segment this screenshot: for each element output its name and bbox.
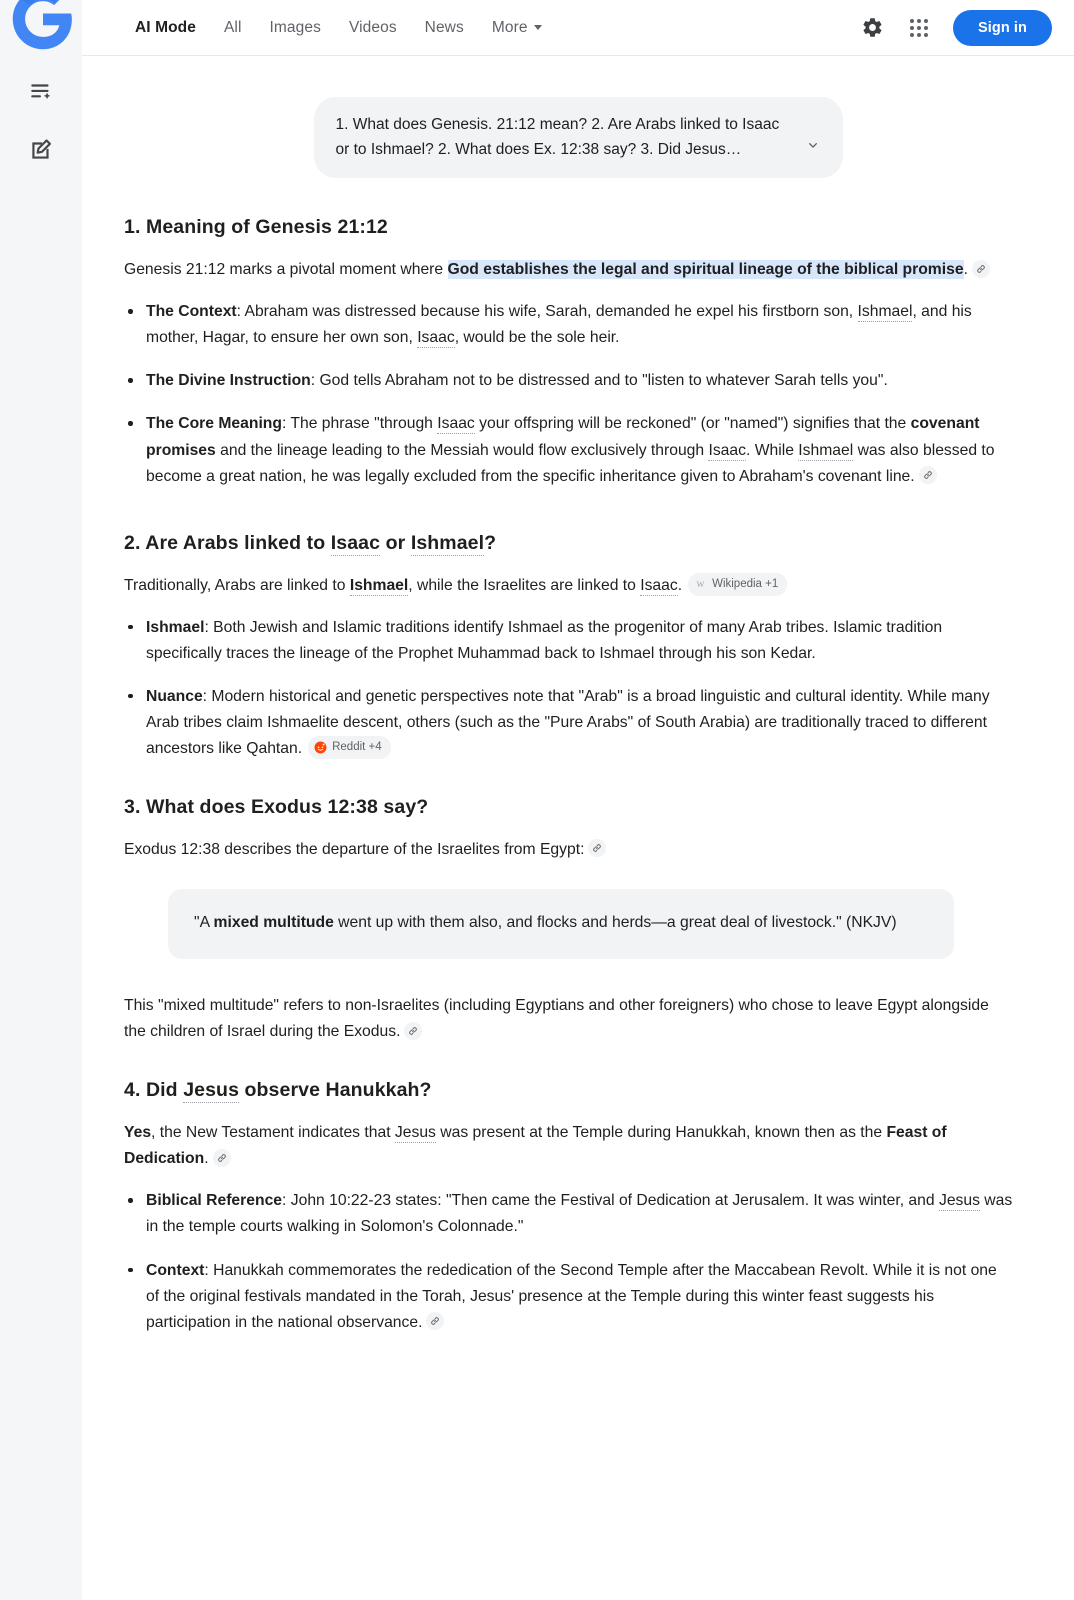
section-1 bbox=[124, 216, 1014, 489]
citation-link-icon[interactable] bbox=[426, 1312, 444, 1330]
nav-tabs bbox=[121, 15, 556, 41]
section-2-intro: Traditionally, Arabs are linked to Ishmael, while the Israelites are linked to Isaac. W Wikipedia +1 bbox=[124, 573, 1014, 599]
query-text: 1. What does Genesis. 21:12 mean? 2. Are Arabs linked to Isaac or to Ishmael? 2. What does Ex. 12:38 say? 3. Did Jesus… bbox=[335, 116, 780, 159]
section-3-intro bbox=[124, 837, 1014, 863]
intro-highlight: God establishes the legal and spiritual lineage of the biblical promise bbox=[447, 261, 964, 279]
google-logo[interactable] bbox=[0, 0, 82, 56]
chip-label: Reddit +4 bbox=[332, 741, 382, 754]
sidebar-item-history[interactable] bbox=[19, 70, 63, 114]
section-4 bbox=[124, 1079, 1014, 1335]
compose-edit-icon bbox=[28, 137, 54, 163]
sidebar bbox=[0, 0, 82, 1600]
entity-jesus[interactable]: Jesus bbox=[183, 1079, 240, 1102]
intro-text: Exodus 12:38 describes the departure of the Israelites from Egypt: bbox=[124, 841, 585, 859]
citation-link-icon[interactable] bbox=[404, 1022, 422, 1040]
tab-images[interactable]: Images bbox=[269, 18, 321, 36]
entity-isaac[interactable]: Isaac bbox=[330, 531, 381, 554]
chip-label: Wikipedia +1 bbox=[712, 577, 779, 590]
quote-bold: mixed multitude bbox=[213, 914, 334, 932]
entity-isaac[interactable]: Isaac bbox=[640, 576, 678, 594]
settings-button[interactable] bbox=[853, 8, 893, 48]
citation-link-icon[interactable] bbox=[213, 1149, 231, 1167]
google-apps-button[interactable] bbox=[899, 8, 939, 48]
section-1-bullets bbox=[124, 299, 1014, 489]
header-actions bbox=[853, 8, 1074, 48]
intro-bold: Yes bbox=[124, 1124, 152, 1142]
tab-all[interactable]: All bbox=[223, 18, 242, 36]
section-3 bbox=[124, 796, 1014, 1045]
entity-jesus[interactable]: Jesus bbox=[394, 1124, 436, 1142]
sidebar-item-new-chat[interactable] bbox=[19, 128, 63, 172]
reddit-icon bbox=[314, 741, 327, 754]
list-item bbox=[124, 368, 1014, 394]
chevron-down-icon[interactable] bbox=[805, 137, 821, 158]
bullet-lead: Nuance bbox=[146, 687, 203, 705]
section-2 bbox=[124, 532, 1014, 762]
section-1-title: 1. Meaning of Genesis 21:12 bbox=[124, 216, 388, 239]
bullet-body: : Hanukkah commemorates the rededication of the Second Temple after the Maccabean Revolt. While it is not one of the original festivals mandated in the Torah, Jesus' presence at the Temple during this winter feast suggests his participation in the national observance. bbox=[146, 1261, 997, 1331]
bullet-lead: Ishmael bbox=[146, 618, 205, 636]
chevron-down-icon bbox=[534, 25, 542, 30]
after-quote-text: This "mixed multitude" refers to non-Israelites (including Egyptians and other foreigners) who chose to leave Egypt alongside the children of Israel during the Exodus. bbox=[124, 997, 989, 1041]
section-3-after-quote bbox=[124, 993, 1014, 1045]
top-header bbox=[82, 0, 1074, 56]
wikipedia-icon bbox=[694, 578, 707, 591]
list-item bbox=[124, 1258, 1014, 1336]
gear-icon bbox=[861, 16, 884, 39]
bullet-body: : Both Jewish and Islamic traditions identify Ishmael as the progenitor of many Arab tribes. Islamic tradition specifically traces the lineage of the Prophet Muhammad back to Ishmael through his son Kedar. bbox=[146, 618, 943, 662]
bullet-body: : Modern historical and genetic perspectives note that "Arab" is a broad linguistic and cultural identity. While many Arab tribes claim Ishmaelite descent, others (such as the "Pure Arabs" of South Arabia) are traditionally traced to different ancestors like Qahtan. bbox=[146, 687, 990, 757]
bullet-lead: The Context bbox=[146, 303, 237, 321]
intro-pre: Genesis 21:12 marks a pivotal moment where bbox=[124, 261, 448, 279]
list-item bbox=[124, 1188, 1014, 1240]
entity-ishmael[interactable]: Ishmael bbox=[349, 576, 409, 594]
bullet-lead: The Divine Instruction bbox=[146, 372, 311, 390]
tab-ai-mode[interactable]: AI Mode bbox=[135, 18, 196, 36]
tab-more[interactable] bbox=[478, 15, 556, 41]
google-g-logo bbox=[10, 0, 76, 52]
entity-jesus[interactable]: Jesus bbox=[938, 1192, 980, 1210]
bullet-body: : The phrase "through Isaac your offspring will be reckoned" (or "named") signifies that the covenant promises and the lineage leading to the Messiah would flow exclusively through Isaac. While Ishmael was also blessed to become a great nation, he was legally excluded from the specific inheritance given to Abraham's covenant line. bbox=[146, 415, 995, 485]
svg-text:W: W bbox=[696, 580, 705, 590]
emphasis-covenant-promises: covenant promises bbox=[146, 415, 980, 459]
tab-more-label: More bbox=[491, 18, 528, 36]
entity-ishmael[interactable]: Ishmael bbox=[798, 441, 854, 459]
list-item bbox=[124, 615, 1014, 667]
answer-body bbox=[82, 216, 1074, 1336]
history-sparkle-icon bbox=[28, 79, 54, 105]
sign-in-button[interactable]: Sign in bbox=[953, 10, 1052, 46]
section-1-intro bbox=[124, 257, 1014, 283]
entity-ishmael[interactable]: Ishmael bbox=[410, 531, 485, 554]
entity-isaac[interactable]: Isaac bbox=[417, 329, 455, 347]
tab-news[interactable]: News bbox=[424, 18, 464, 36]
bullet-body: : God tells Abraham not to be distressed and to "listen to whatever Sarah tells you". bbox=[310, 372, 888, 390]
list-item bbox=[124, 299, 1014, 351]
scripture-quote-block bbox=[168, 889, 954, 959]
citation-link-icon[interactable] bbox=[972, 260, 990, 278]
citation-link-icon[interactable] bbox=[588, 839, 606, 857]
section-4-intro: Yes, the New Testament indicates that Jesus was present at the Temple during Hanukkah, known then as the Feast of Dedication. bbox=[124, 1124, 947, 1168]
bullet-lead: Context bbox=[146, 1261, 205, 1279]
section-3-title: 3. What does Exodus 12:38 say? bbox=[124, 796, 429, 819]
entity-isaac[interactable]: Isaac bbox=[437, 415, 475, 433]
section-2-title: 2. Are Arabs linked to Isaac or Ishmael? bbox=[124, 531, 497, 554]
apps-grid-icon bbox=[910, 19, 928, 37]
section-4-bullets bbox=[124, 1188, 1014, 1335]
entity-ishmael[interactable]: Ishmael bbox=[857, 303, 913, 321]
bullet-lead: The Core Meaning bbox=[146, 415, 282, 433]
list-item bbox=[124, 684, 1014, 762]
main-content bbox=[82, 56, 1074, 1600]
bullet-body: : Abraham was distressed because his wife, Sarah, demanded he expel his firstborn son, Ishmael, and his mother, Hagar, to ensure her own son, Isaac, would be the sole heir. bbox=[146, 303, 972, 347]
quote-pre: "A bbox=[194, 914, 214, 932]
bullet-lead: Biblical Reference bbox=[146, 1192, 283, 1210]
source-chip-reddit[interactable] bbox=[308, 736, 391, 759]
list-item bbox=[124, 411, 1014, 489]
intro-post: . bbox=[963, 261, 968, 279]
section-2-bullets bbox=[124, 615, 1014, 762]
bullet-body: : John 10:22-23 states: "Then came the Festival of Dedication at Jerusalem. It was winter, and Jesus was in the temple courts walking in Solomon's Colonnade." bbox=[146, 1192, 1013, 1236]
query-row bbox=[82, 56, 1074, 178]
quote-text bbox=[194, 910, 928, 936]
query-bubble[interactable] bbox=[314, 97, 843, 178]
tab-videos[interactable]: Videos bbox=[348, 18, 397, 36]
section-4-title: 4. Did Jesus observe Hanukkah? bbox=[124, 1079, 432, 1102]
citation-link-icon[interactable] bbox=[919, 466, 937, 484]
entity-isaac[interactable]: Isaac bbox=[708, 441, 746, 459]
quote-post: went up with them also, and flocks and herds—a great deal of livestock." (NKJV) bbox=[333, 914, 897, 932]
emphasis-feast-of-dedication: Feast of Dedication bbox=[124, 1124, 947, 1168]
source-chip-wikipedia[interactable] bbox=[688, 573, 787, 596]
